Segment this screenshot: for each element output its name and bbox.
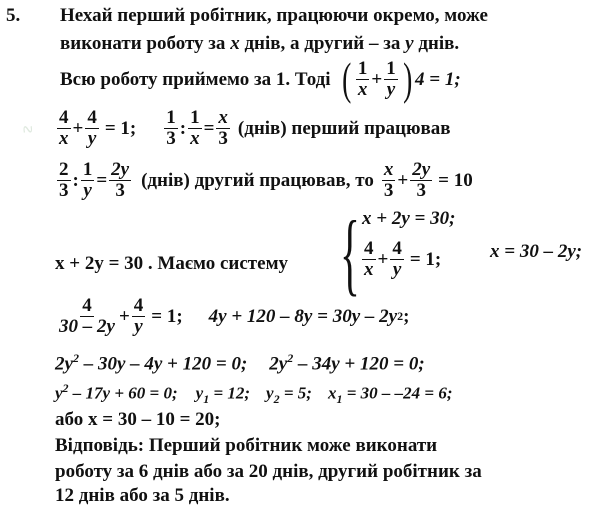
side-equation: x = 30 – 2y;	[490, 241, 583, 262]
fraction: $\frac{4}{30 - 2y}$	[59, 295, 115, 337]
fraction: $\frac{2y}{3}$	[111, 159, 130, 201]
system-eq-2: $\frac{4}{x}$ + $\frac{4}{y}$ = 1;	[364, 238, 442, 280]
system-label: x + 2y = 30 . Маємо систему	[55, 253, 289, 274]
fraction: $\frac{x}{3}$	[383, 159, 394, 201]
answer-line-3: 12 днів або за 5 днів.	[55, 485, 230, 506]
fraction: $\frac{1}{x}$	[357, 57, 368, 100]
right-paren: )	[402, 53, 412, 104]
text-span: днів, а другий – за	[239, 33, 406, 54]
paren-group: ( $\frac{1}{x}$ + $\frac{1}{y}$ )	[341, 53, 412, 104]
fraction: $\frac{4}{y}$	[87, 107, 97, 149]
fraction: $\frac{4}{x}$	[364, 238, 374, 280]
text-span: = 1;	[104, 117, 137, 139]
fraction: $\frac{x}{3}$	[218, 107, 228, 149]
math-line-4: $\frac{4}{x}$ + $\frac{4}{y}$ = 1; $\frac{1}{3}$ : $\frac{1}{x}$ = $\frac{x}{3}$ (днів) перший працював	[59, 107, 451, 149]
math-line-9: $y^2 - 17y + 60 = 0$; $y_1 = 12$; $y_2 = 5$; $x_1 = 30 - -24 = 6$;	[55, 381, 453, 407]
text-span: = 1;	[151, 305, 183, 327]
math-line-8: $2y^2 - 30y - 4y + 120 = 0$; $2y^2 - 34y + 120 = 0$;	[55, 351, 425, 375]
text-span: (днів) перший працював	[237, 117, 451, 139]
fraction: $\frac{4}{y}$	[133, 295, 144, 337]
text-span: виконати роботу за	[60, 33, 231, 54]
math-line-10: або x = 30 – 10 = 20;	[55, 409, 221, 430]
exponent: 2	[397, 309, 404, 324]
text-span: 4 = 1;	[415, 68, 461, 90]
text-span: = 10	[438, 169, 473, 191]
fraction: $\frac{2y}{3}$	[412, 159, 431, 201]
text-line-3	[60, 53, 461, 104]
text-span: Всю роботу приймемо за 1. Тоді	[60, 68, 331, 90]
answer-line-2: роботу за 6 днів або за 20 днів, другий робітник за	[55, 461, 482, 482]
text-span: = 1;	[409, 248, 442, 270]
text-span: (днів) другий працював, то	[141, 169, 374, 191]
system-eq-1: x + 2y = 30;	[362, 208, 456, 229]
text-span: 4y + 120 – 8y = 30y – 2y	[208, 305, 398, 327]
text-line-1: Нехай перший робітник, працюючи окремо, може	[60, 5, 488, 26]
fraction: $\frac{4}{y}$	[392, 238, 402, 280]
var-y: y	[405, 33, 414, 54]
brace: {	[340, 202, 360, 304]
left-paren: (	[341, 53, 351, 104]
fraction: $\frac{4}{x}$	[59, 107, 69, 149]
text-span: Перший робітник може виконати	[144, 435, 438, 456]
text-line-2	[60, 34, 459, 53]
fraction: $\frac{1}{y}$	[82, 159, 93, 201]
answer-label: Відповідь:	[55, 435, 145, 456]
fraction: $\frac{1}{3}$	[166, 107, 176, 149]
problem-number: 5.	[6, 5, 21, 26]
math-line-7: $\frac{4}{30 - 2y}$ + $\frac{4}{y}$ = 1; 4y + 120 – 8y = 30y – 2y 2 ;	[59, 295, 410, 337]
text-span: днів.	[413, 33, 460, 54]
fraction: $\frac{1}{y}$	[386, 57, 396, 100]
answer-line-1	[55, 436, 437, 455]
fraction: $\frac{1}{x}$	[190, 107, 200, 149]
math-line-5: $\frac{2}{3}$ : $\frac{1}{y}$ = $\frac{2y}{3}$ (днів) другий працював, то $\frac{x}{3}$ + $\frac{2y}{3}$ = 10	[59, 159, 473, 201]
fraction: $\frac{2}{3}$	[59, 159, 69, 201]
watermark: ∿	[16, 119, 38, 142]
var-x: x	[230, 33, 240, 54]
